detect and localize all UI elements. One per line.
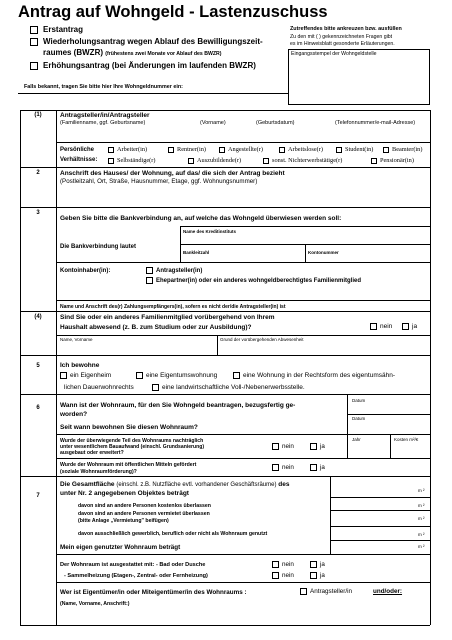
checkbox-angestellte[interactable]	[219, 147, 225, 153]
label-wiederholungsantrag-2: raumes (BWZR)	[43, 48, 104, 57]
label-datum-bewohnt: Datum	[352, 416, 366, 421]
label-ausbau-2: unter wesentlichem Bauaufwand (einschl. Grundsanierung)	[60, 444, 205, 450]
section-5-title: Ich bewohne	[60, 362, 100, 369]
checkbox-arbeiter[interactable]	[108, 147, 114, 153]
label-persoenliche: Persönliche	[60, 147, 95, 153]
option-beamter[interactable]	[383, 146, 422, 153]
checkbox-abwesend-nein[interactable]	[370, 323, 377, 330]
option-rentner[interactable]	[168, 146, 206, 153]
note-zutreffendes: Zutreffendes bitte ankreuzen bzw. ausfüllen	[290, 26, 402, 32]
label-heizung-ja: ja	[320, 572, 325, 580]
checkbox-heizung-ja[interactable]	[310, 572, 317, 579]
checkbox-eigenheim[interactable]	[60, 372, 67, 379]
label-bankverbindung: Die Bankverbindung lautet	[60, 244, 137, 250]
label-bankleitzahl: Bankleitzahl	[183, 250, 210, 255]
option-pensionaer[interactable]	[371, 157, 414, 164]
checkbox-bad-ja[interactable]	[310, 561, 317, 568]
label-dauerwohnrecht: eine Wohnung in der Rechtsform des eigentumsähn-	[243, 372, 395, 380]
section-7-number: 7	[36, 493, 40, 499]
stamp-box[interactable]	[288, 49, 430, 105]
checkbox-wiederholungsantrag[interactable]	[30, 38, 38, 46]
label-kostenlos: davon sind an andere Personen kostenlos überlassen	[78, 503, 211, 509]
section-3-title: Geben Sie bitte die Bankverbindung an, auf welche das Wohngeld überwiesen werden soll:	[60, 215, 342, 222]
label-abwesend-ja: ja	[412, 323, 418, 331]
label-kontoinhaber: Kontoinhaber(in):	[60, 268, 111, 274]
label-erhoehungsantrag: Erhöhungsantrag (bei Änderungen im laufenden BWZR)	[43, 61, 256, 70]
label-abwesend-nein: nein	[380, 323, 393, 331]
option-nichterwerbstaetige[interactable]	[263, 157, 342, 164]
option-wiederholungsantrag[interactable]	[30, 37, 263, 46]
option-dauerwohnrecht[interactable]	[233, 372, 395, 379]
option-ausbau-ja[interactable]	[310, 443, 325, 450]
checkbox-foerderung-ja[interactable]	[310, 464, 317, 471]
unit-m2-eigen: m ²	[418, 544, 425, 549]
option-heizung-ja[interactable]	[310, 572, 325, 579]
section-1-number: (1)	[34, 112, 42, 118]
checkbox-landwirtschaft[interactable]	[152, 384, 159, 391]
label-arbeitslose: Arbeitslose(r)	[288, 146, 323, 153]
section-2-title: Anschrift des Hauses/ der Wohnung, auf das/ die sich der Antrag bezieht	[60, 170, 285, 177]
unit-m2-gewerblich: m ²	[418, 532, 425, 537]
label-ausbau-nein: nein	[282, 443, 294, 451]
option-landwirtschaft[interactable]	[152, 384, 305, 391]
checkbox-eigentuemer-antragsteller[interactable]	[300, 588, 307, 595]
section-6-number: 6	[36, 405, 40, 411]
label-student: Student(in)	[345, 146, 374, 153]
checkbox-bad-nein[interactable]	[272, 561, 279, 568]
label-und-oder: und/oder:	[373, 588, 403, 595]
option-heizung-nein[interactable]	[272, 572, 294, 579]
option-abwesend-nein[interactable]	[370, 323, 392, 330]
label-heizung-nein: nein	[282, 572, 294, 580]
section-6-question-1b: worden?	[60, 411, 88, 418]
option-eigentumswohnung[interactable]	[136, 372, 217, 379]
option-arbeiter[interactable]	[108, 146, 147, 153]
section-6-question-2: Seit wann bewohnen Sie diesen Wohnraum?	[60, 424, 198, 431]
option-foerderung-ja[interactable]	[310, 464, 325, 471]
unit-m2-kostenlos: m ²	[418, 503, 425, 508]
label-ausstattung-heizung: - Sammelheizung (Etagen-, Zentral- oder Fernheizung)	[64, 573, 208, 579]
option-ausbau-nein[interactable]	[272, 443, 294, 450]
note-hinweisblatt: es im Hinweisblatt gesonderte Erläuterungen.	[290, 41, 395, 47]
label-eigenheim: ein Eigenheim	[70, 372, 112, 380]
label-beamter: Beamter(in)	[392, 146, 423, 153]
label-anschrift-sub: (Postleitzahl, Ort, Straße, Hausnummer, Etage, ggf. Wohnungsnummer)	[60, 178, 258, 185]
section-5-number: 5	[36, 363, 40, 369]
stamp-label: Eingangsstempel der Wohngeldstelle	[291, 51, 377, 57]
checkbox-ausbau-nein[interactable]	[272, 443, 279, 450]
label-foerderung-2: (soziale Wohnraumförderung)?	[60, 469, 137, 475]
checkbox-erhoehungsantrag[interactable]	[30, 62, 38, 70]
note-gekennzeichnet: Zu den mit ( ) gekennzeichneten Fragen gibt	[290, 34, 393, 40]
label-inhaber-antragsteller: Antragsteller(in)	[156, 268, 203, 275]
label-gewerblich: davon ausschließlich gewerblich, beruflich oder nicht als Wohnraum genutzt	[78, 531, 268, 537]
label-eigentuemer-antragsteller: Antragsteller/in	[310, 588, 352, 596]
label-jahr: Jahr	[352, 437, 361, 442]
option-inhaber-ehepartner[interactable]	[146, 277, 361, 284]
checkbox-rentner[interactable]	[168, 147, 174, 153]
option-erstantrag[interactable]	[30, 25, 83, 34]
label-ausbau-1: Wurde der überwiegende Teil des Wohnraums nachträglich	[60, 438, 204, 444]
label-wiederholungsantrag: Wiederholungsantrag wegen Ablauf des Bewilligungszeit-	[43, 37, 263, 46]
label-vermietet: davon sind an andere Personen vermietet überlassen	[78, 511, 210, 517]
label-arbeiter: Arbeiter(in)	[117, 146, 148, 153]
option-foerderung-nein[interactable]	[272, 464, 294, 471]
note-fruehestens: (frühestens zwei Monate vor Ablauf des BWZR)	[105, 51, 222, 57]
label-inhaber-ehepartner: Ehepartner(in) oder ein anderes wohngeldberechtigtes Familienmitglied	[156, 278, 362, 285]
checkbox-auszubildende[interactable]	[188, 158, 194, 164]
checkbox-ausbau-ja[interactable]	[310, 443, 317, 450]
section-1-title: Antragsteller/in/Antragsteller	[60, 112, 150, 119]
section-2-number: 2	[36, 170, 40, 176]
section-4-question-1: Sind Sie oder ein anderes Familienmitglied vorübergehend von Ihrem	[60, 314, 275, 321]
label-foerderung-ja: ja	[320, 464, 325, 472]
option-eigenheim[interactable]	[60, 372, 111, 379]
label-foerderung-1: Wurde der Wohnraum mit öffentlichen Mitteln gefördert	[60, 462, 197, 468]
label-geburtsdatum: (Geburtsdatum)	[256, 120, 295, 126]
label-kontonummer: Kontonummer	[308, 250, 339, 255]
option-angestellte[interactable]	[219, 146, 263, 153]
checkbox-student[interactable]	[336, 147, 342, 153]
checkbox-selbstaendige[interactable]	[108, 158, 114, 164]
option-eigentuemer-antragsteller[interactable]	[300, 588, 352, 595]
checkbox-eigentumswohnung[interactable]	[136, 372, 143, 379]
label-wohngeldnummer: Falls bekannt, tragen Sie bitte hier Ihre Wohngeldnummer ein:	[24, 84, 183, 90]
label-rentner: Rentner(in)	[177, 146, 207, 153]
label-ausbau-ja: ja	[320, 443, 325, 451]
label-eigentuemer: Wer ist Eigentümer/in oder Miteigentümer/in des Wohnraums :	[60, 589, 247, 596]
label-anlage-vermietung: (bitte Anlage „Vermietung" beifügen)	[78, 518, 169, 524]
option-student[interactable]	[336, 146, 373, 153]
label-erstantrag: Erstantrag	[43, 25, 84, 34]
label-dauerwohnrecht-2: lichen Dauerwohnrechts	[64, 384, 134, 391]
label-familienname: (Familienname, ggf. Geburtsname)	[60, 120, 146, 126]
label-gesamtflaeche-2: unter Nr. 2 angegebenen Objektes beträgt	[60, 490, 189, 497]
label-kreditinstitut: Name des Kreditinstituts	[183, 229, 237, 234]
label-vorname: (Vorname)	[200, 120, 226, 126]
label-ausstattung-bad: Der Wohnraum ist ausgestattet mit: - Bad oder Dusche	[60, 562, 206, 568]
label-eigen-genutzt: Mein eigen genutzter Wohnraum beträgt	[60, 544, 181, 551]
section-3-number: 3	[36, 210, 40, 216]
label-ausbau-3: ausgebaut oder erweitert?	[60, 450, 124, 456]
unit-m2-vermietet: m ²	[418, 516, 425, 521]
label-landwirtschaft: eine landwirtschaftliche Voll-/Nebenerwerbsstelle.	[162, 384, 305, 392]
label-eigentuemer-anschrift: (Name, Vorname, Anschrift:)	[60, 601, 130, 607]
option-abwesend-ja[interactable]	[402, 323, 417, 330]
label-bad-ja: ja	[320, 561, 325, 569]
label-kosten: Kosten m²/€	[394, 437, 419, 442]
label-grund-abwesenheit: Grund der vorübergehenden Abwesenheit	[220, 337, 304, 342]
label-verhaeltnisse: Verhältnisse:	[60, 157, 98, 163]
label-nichterwerbstaetige: sonst. Nichterwerbstätige(r)	[272, 157, 343, 164]
label-angestellte: Angestellte(r)	[228, 146, 263, 153]
option-erhoehungsantrag[interactable]	[30, 61, 256, 70]
label-datum-bezugsfertig: Datum	[352, 398, 366, 403]
checkbox-nichterwerbstaetige[interactable]	[263, 158, 269, 164]
unit-m2-gesamt: m ²	[418, 488, 425, 493]
label-zahlungsempfaenger: Name und Anschrift des(r) Zahlungsempfängers(in), sofern es nicht der/die Antragsteller(in) ist	[60, 304, 286, 310]
checkbox-abwesend-ja[interactable]	[402, 323, 409, 330]
checkbox-beamter[interactable]	[383, 147, 389, 153]
checkbox-foerderung-nein[interactable]	[272, 464, 279, 471]
label-name-vorname: Name, Vorname	[60, 337, 93, 342]
label-bad-nein: nein	[282, 561, 294, 569]
option-auszubildende[interactable]	[188, 157, 241, 164]
option-inhaber-antragsteller[interactable]	[146, 267, 202, 274]
page-title: Antrag auf Wohngeld - Lastenzuschuss	[18, 3, 328, 21]
section-4-number: (4)	[34, 314, 42, 320]
label-foerderung-nein: nein	[282, 464, 294, 472]
checkbox-dauerwohnrecht[interactable]	[233, 372, 240, 379]
option-selbstaendige[interactable]	[108, 157, 155, 164]
label-eigentumswohnung: eine Eigentumswohnung	[146, 372, 218, 380]
checkbox-inhaber-ehepartner[interactable]	[146, 277, 153, 284]
option-arbeitslose[interactable]	[279, 146, 323, 153]
option-bad-ja[interactable]	[310, 561, 325, 568]
checkbox-pensionaer[interactable]	[371, 158, 377, 164]
checkbox-inhaber-antragsteller[interactable]	[146, 267, 153, 274]
label-gesamtflaeche: Die Gesamtfläche (einschl. z.B. Nutzfläche evtl. vorhandener Geschäftsräume) des	[60, 481, 290, 488]
option-bad-nein[interactable]	[272, 561, 294, 568]
checkbox-arbeitslose[interactable]	[279, 147, 285, 153]
label-telefon: (Telefonnummer/e-mail-Adresse)	[335, 120, 416, 126]
checkbox-erstantrag[interactable]	[30, 26, 38, 34]
section-4-question-2: Haushalt abwesend (z. B. zum Studium oder zur Ausbildung)?	[60, 324, 252, 331]
label-selbstaendige: Selbständige(r)	[117, 157, 156, 164]
label-pensionaer: Pensionär(in)	[380, 157, 414, 164]
checkbox-heizung-nein[interactable]	[272, 572, 279, 579]
section-6-question-1: Wann ist der Wohnraum, für den Sie Wohngeld beantragen, bezugsfertig ge-	[60, 402, 296, 409]
label-auszubildende: Auszubildende(r)	[197, 157, 242, 164]
